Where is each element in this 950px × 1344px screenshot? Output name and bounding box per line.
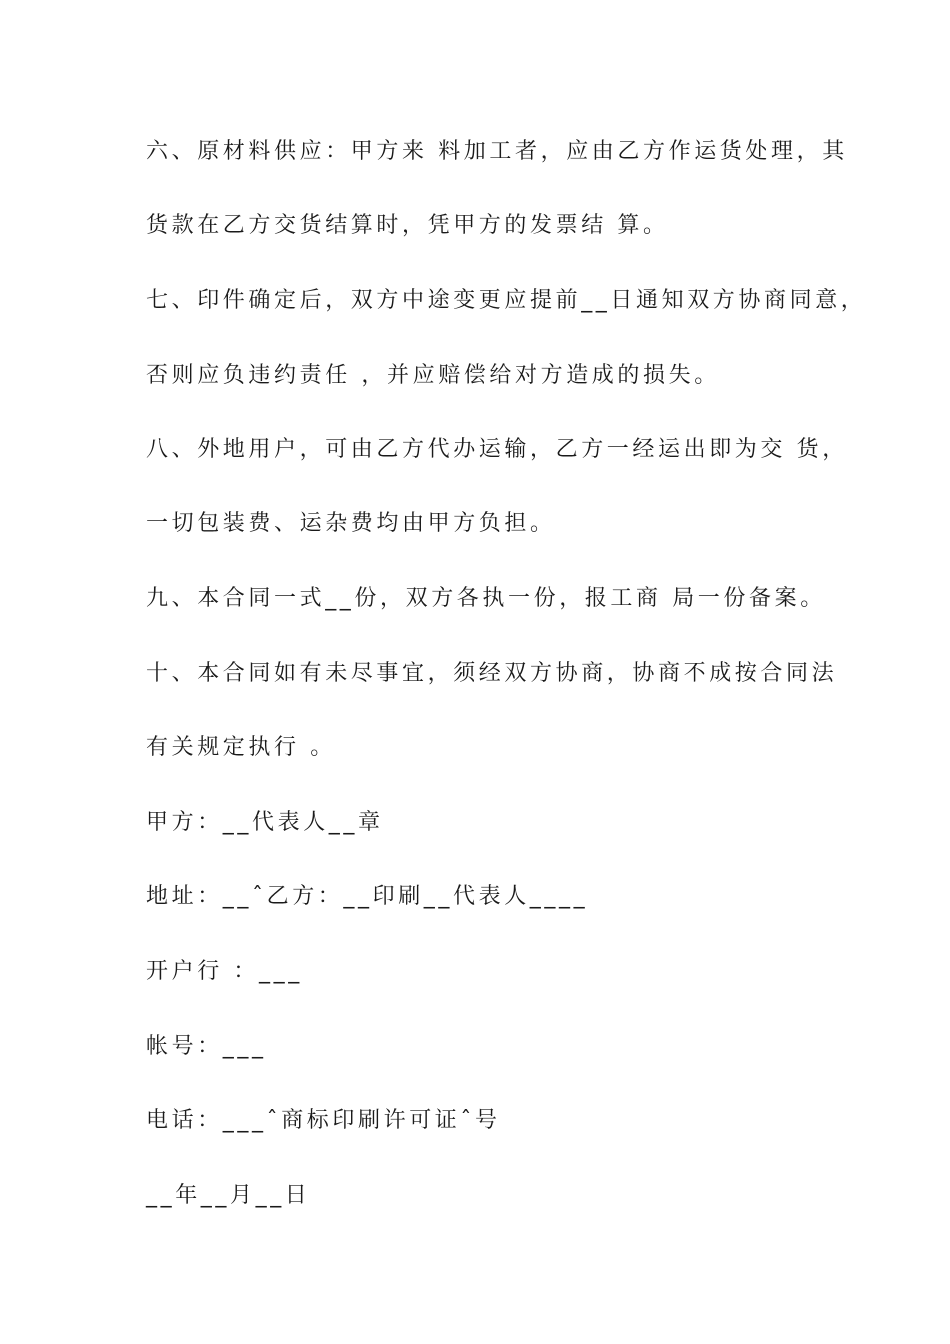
date-line: __年__月__日 <box>146 1183 311 1208</box>
account-line: 帐号：___ <box>146 1034 267 1059</box>
bank-line: 开户行 ：___ <box>146 959 303 984</box>
clause-9-line: 九、本合同一式__份，双方各执一份，报工商 局一份备案。 <box>146 586 826 611</box>
clause-8-line-2: 一切包装费、运杂费均由甲方负担。 <box>146 511 556 536</box>
clause-10-line-2: 有关规定执行 。 <box>146 735 336 760</box>
clause-6-line-1: 六、原材料供应：甲方来 料加工者，应由乙方作运货处理，其 <box>146 139 848 164</box>
party-a-line: 甲方：__代表人__章 <box>146 810 384 835</box>
clause-7-line-1: 七、印件确定后，双方中途变更应提前__日通知双方协商同意， <box>146 288 867 313</box>
clause-8-line-1: 八、外地用户，可由乙方代办运输，乙方一经运出即为交 货， <box>146 437 848 462</box>
clause-10-line-1: 十、本合同如有未尽事宜，须经双方协商，协商不成按合同法 <box>146 661 838 686</box>
address-party-b-line: 地址：__ˆ乙方：__印刷__代表人____ <box>146 884 589 909</box>
clause-6-line-2: 货款在乙方交货结算时，凭甲方的发票结 算。 <box>146 213 669 238</box>
clause-7-line-2: 否则应负违约责任 ，并应赔偿给对方造成的损失。 <box>146 363 720 388</box>
phone-license-line: 电话：___ˆ商标印刷许可证ˆ号 <box>146 1108 501 1133</box>
